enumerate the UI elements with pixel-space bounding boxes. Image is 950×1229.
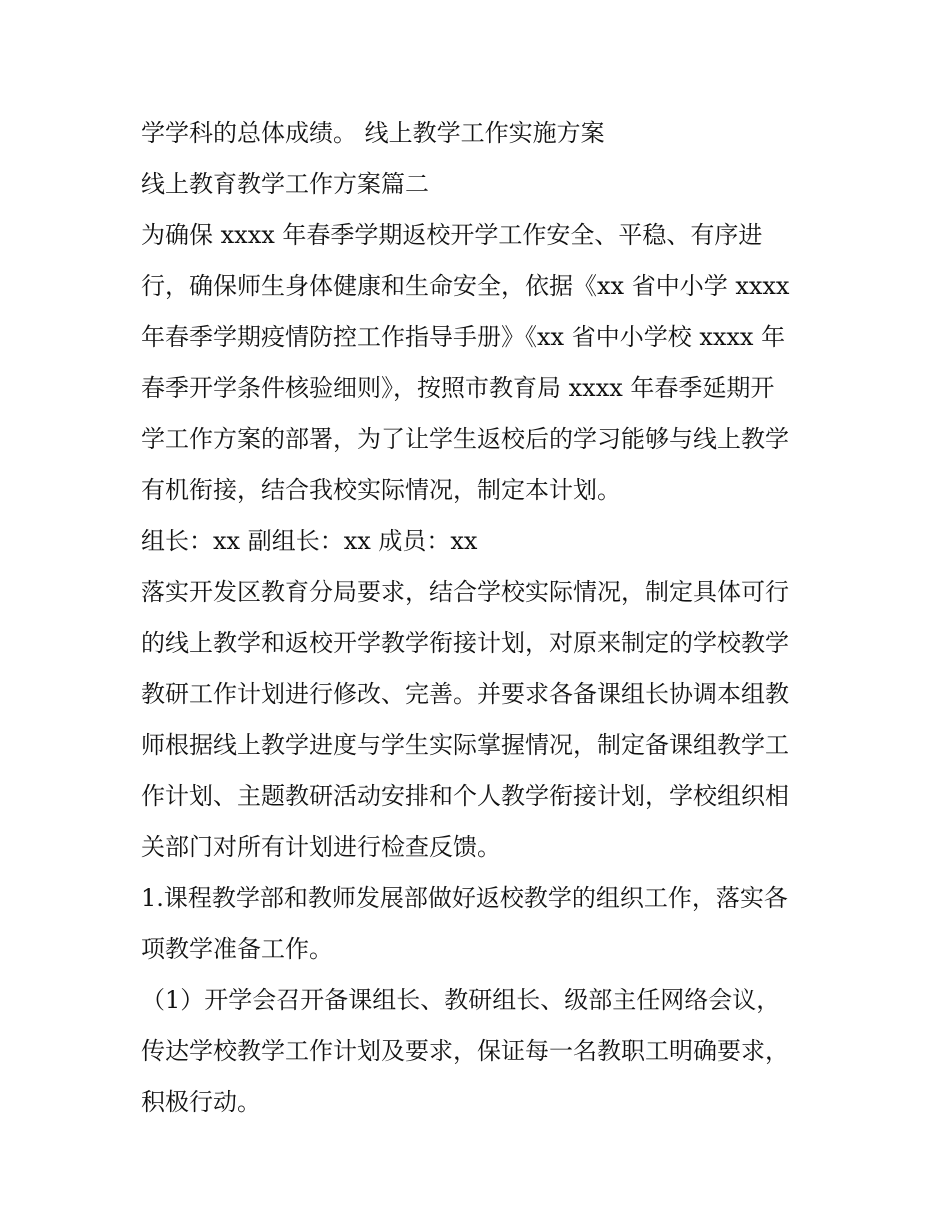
text-line: 传达学校教学工作计划及要求，保证每一名教职工明确要求， [141, 1037, 789, 1065]
text-line: 有机衔接，结合我校实际情况，制定本计划。 [141, 476, 621, 504]
text-line: 春季开学条件核验细则》，按照市教育局 xxxx 年春季延期开 [141, 374, 775, 402]
text-line: 行，确保师生身体健康和生命安全，依据《xx 省中小学 xxxx [141, 272, 790, 300]
text-line: 师根据线上教学进度与学生实际掌握情况，制定备课组教学工 [141, 731, 789, 759]
team-members-line: 组长：xx 副组长：xx 成员：xx [141, 527, 478, 555]
document-body [141, 108, 821, 1128]
text-line: 为确保 xxxx 年春季学期返校开学工作安全、平稳、有序进 [141, 221, 763, 249]
text-line: 项教学准备工作。 [141, 935, 333, 963]
sub-item-1: （1）开学会召开备课组长、教研组长、级部主任网络会议， [141, 986, 781, 1014]
text-line: 教研工作计划进行修改、完善。并要求各备课组长协调本组教 [141, 680, 789, 708]
text-line: 学学科的总体成绩。 线上教学工作实施方案 [141, 119, 605, 147]
text-line: 作计划、主题教研活动安排和个人教学衔接计划，学校组织相 [141, 782, 789, 810]
text-line: 学工作方案的部署，为了让学生返校后的学习能够与线上教学 [141, 425, 789, 453]
text-line: 关部门对所有计划进行检查反馈。 [141, 833, 501, 861]
text-line: 积极行动。 [141, 1088, 261, 1116]
text-line: 的线上教学和返校开学教学衔接计划，对原来制定的学校教学 [141, 629, 789, 657]
list-item-1: 1.课程教学部和教师发展部做好返校教学的组织工作，落实各 [141, 884, 788, 912]
section-heading: 线上教育教学工作方案篇二 [141, 170, 429, 198]
text-line: 年春季学期疫情防控工作指导手册》《xx 省中小学校 xxxx 年 [141, 323, 786, 351]
text-line: 落实开发区教育分局要求，结合学校实际情况，制定具体可行 [141, 578, 789, 606]
